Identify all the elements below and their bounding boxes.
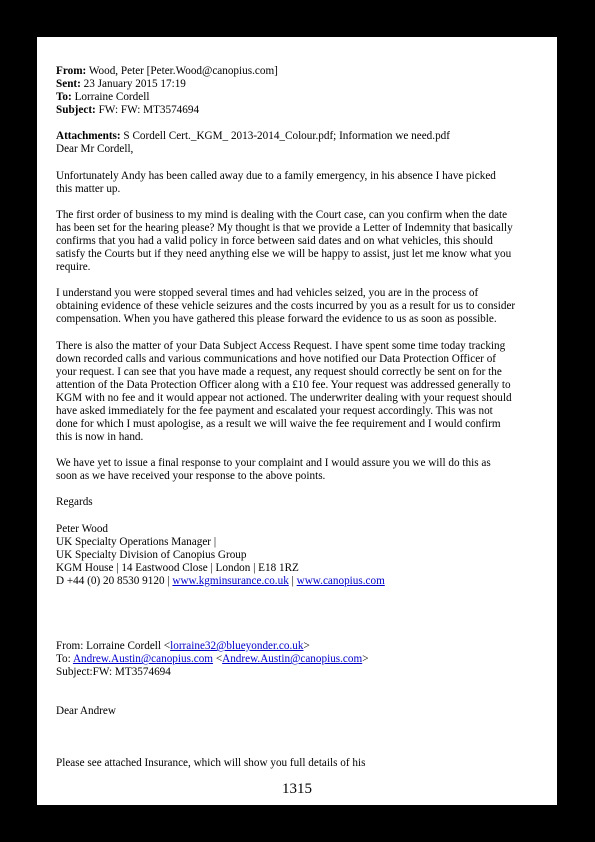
signature-contact: D +44 (0) 20 8530 9120 | www.kgminsurance.co.uk | www.canopius.com xyxy=(56,574,385,587)
canopius-website-link[interactable]: www.canopius.com xyxy=(296,574,385,587)
signature-division: UK Specialty Division of Canopius Group xyxy=(56,548,247,561)
sent-label: Sent: xyxy=(56,78,81,91)
attachments-value: S Cordell Cert._KGM_ 2013-2014_Colour.pdf; Information we need.pdf xyxy=(123,130,450,143)
sent-value: 23 January 2015 17:19 xyxy=(83,78,186,91)
to-value: Lorraine Cordell xyxy=(74,91,150,104)
from-label: From: xyxy=(56,65,87,77)
closing: Regards xyxy=(56,496,93,509)
paragraph-3: I understand you were stopped several times and had vehicles seized, you are in the process of obtaining evidence of these vehicle seizures and the costs incurred by you as a result for us to consider compensation. When you have gathered this please forward the evidence to us as soon as possible. xyxy=(56,287,516,326)
from-email-link[interactable]: lorraine32@blueyonder.co.uk xyxy=(170,640,304,652)
signature-name: Peter Wood xyxy=(56,522,109,535)
paragraph-2: The first order of business to my mind is dealing with the Court case, can you confirm when the date has been set for the hearing please? My thought is that we provide a Letter of Indemnity that basically confirms that you had a valid policy in force between said dates and on what vehicles, this should satisfy the Courts but if they need anything else we will be happy to assist, just let me know what you require. xyxy=(56,208,513,274)
paragraph-1: Unfortunately Andy has been called away due to a family emergency, in his absence I have picked this matter up. xyxy=(56,169,496,195)
to-label: To: xyxy=(56,91,72,104)
from-value: Wood, Peter [Peter.Wood@canopius.com] xyxy=(88,65,278,77)
forwarded-header: From: Lorraine Cordell <lorraine32@blueyonder.co.uk> To: Andrew.Austin@canopius.com <Andrew.Austin@canopius.com> Subject:FW: MT3574694 xyxy=(56,640,536,679)
subject-label: Subject: xyxy=(56,104,96,117)
to-email-link-2[interactable]: Andrew.Austin@canopius.com xyxy=(222,653,363,666)
signature xyxy=(56,523,536,588)
signature-address: KGM House | 14 Eastwood Close | London | E18 1RZ xyxy=(56,561,299,574)
to-email-link[interactable]: Andrew.Austin@canopius.com xyxy=(72,653,214,666)
forwarded-body-line: Please see attached Insurance, which will show you full details of his xyxy=(56,757,366,770)
attachments-label: Attachments: xyxy=(56,130,121,143)
paragraph-5: We have yet to issue a final response to your complaint and I would assure you we will do this as soon as we have received your response to the above points. xyxy=(56,457,491,483)
subject-value: FW: FW: MT3574694 xyxy=(98,104,200,117)
forwarded-salutation: Dear Andrew xyxy=(56,705,116,718)
signature-title: UK Specialty Operations Manager | xyxy=(56,535,217,548)
salutation: Dear Mr Cordell, xyxy=(56,143,134,156)
kgm-website-link[interactable]: www.kgminsurance.co.uk xyxy=(172,574,289,587)
forwarded-subject: Subject:FW: MT3574694 xyxy=(56,666,171,679)
email-header xyxy=(56,65,536,143)
page-number: 1315 xyxy=(282,781,312,797)
paragraph-4: There is also the matter of your Data Subject Access Request. I have spent some time today tracking down recorded calls and various communications and hove notified our Data Protection Officer of your request. I can see that you have made a request, any request should correctly be sent on for the attention of the Data Protection Officer along with a £10 fee. Your request was addressed generally to KGM with no fee and it would appear not actioned. The underwriter dealing with your request should have asked immediately for the fee payment and escalated your request accordingly. This was not done for which I must apologise, as a result we will waive the fee requirement and I would confirm this is now in hand. xyxy=(56,339,512,444)
email-content xyxy=(56,65,536,770)
document-page xyxy=(37,37,557,805)
